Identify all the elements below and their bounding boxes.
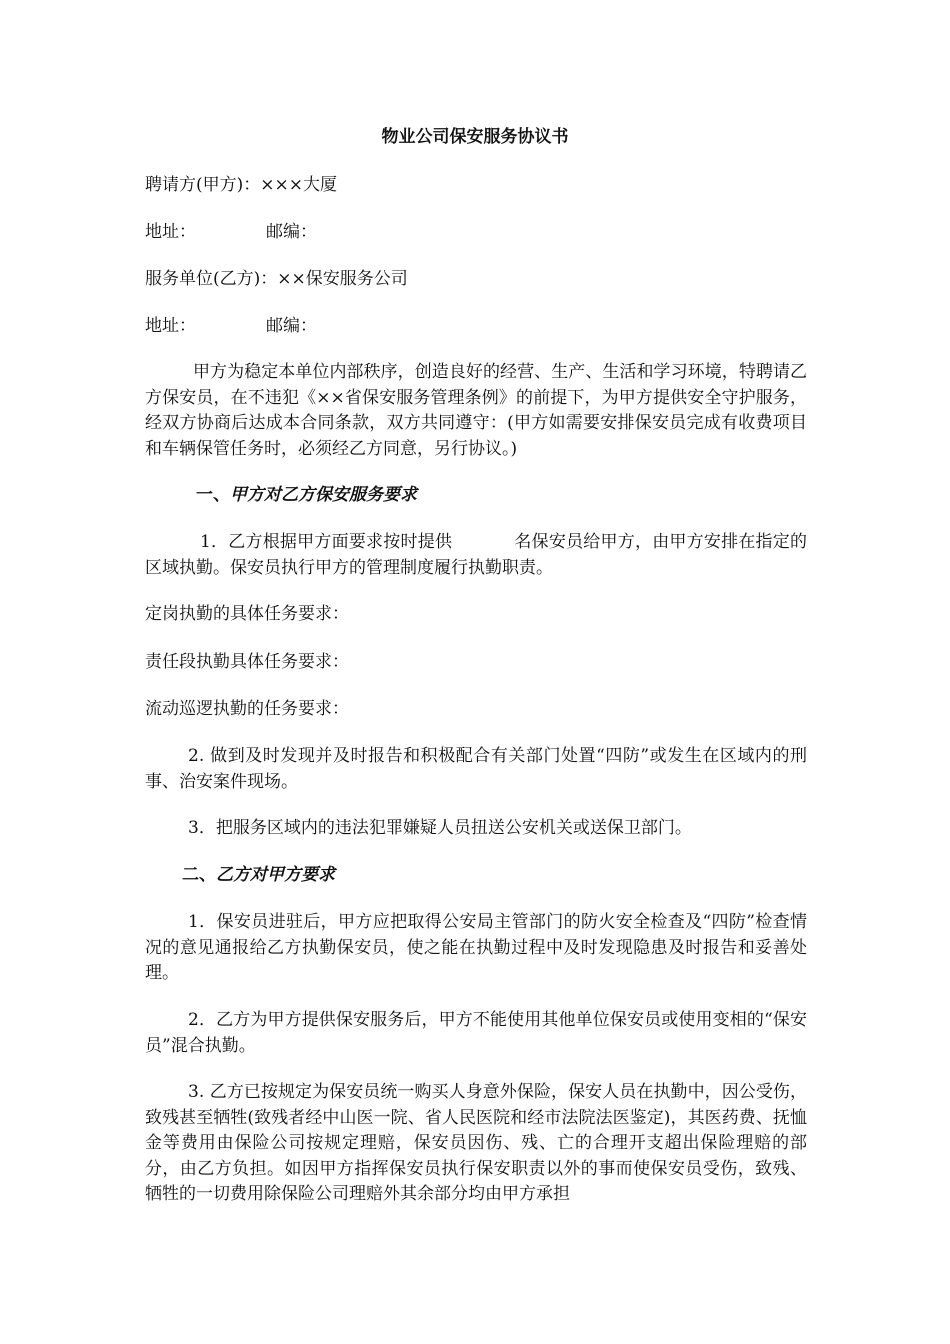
zone-duty-requirements: 责任段执勤具体任务要求： — [145, 652, 349, 672]
section1-number: 一、 — [196, 485, 230, 505]
section2-item1: 1．保安员进驻后，甲方应把取得公安局主管部门的防火安全检查及“四防”检查情况的意见通报给乙方执勤保安员，使之能在执勤过程中及时发现隐患及时报告和妥善处理。 — [145, 912, 807, 983]
section1-heading — [196, 483, 417, 507]
party-a-line: 聘请方(甲方)：×××大厦 — [145, 175, 337, 195]
section1-item3: 3．把服务区域内的违法犯罪嫌疑人员扭送公安机关或送保卫部门。 — [188, 818, 692, 838]
address-label: 地址： — [145, 316, 196, 336]
fixed-post-requirements: 定岗执勤的具体任务要求： — [145, 604, 349, 624]
postcode-label: 邮编： — [266, 222, 317, 242]
section1-item1 — [145, 530, 807, 581]
section1-title: 甲方对乙方保安服务要求 — [230, 485, 417, 505]
intro-paragraph: 甲方为稳定本单位内部秩序，创造良好的经营、生产、生活和学习环境，特聘请乙方保安员，在不违犯《××省保安服务管理条例》的前提下，为甲方提供安全守护服务，经双方协商后达成本合同条款，双方共同遵守：(甲方如需要安排保安员完成有收费项目和车辆保管任务时，必须经乙方同意，另行协议。) — [145, 362, 807, 459]
section1-item2: 2. 做到及时发现并及时报告和积极配合有关部门处置“四防”或发生在区域内的刑事、治安案件现场。 — [145, 746, 807, 792]
section2-heading — [182, 863, 335, 887]
section2-number: 二、 — [182, 865, 216, 885]
section2-item2: 2．乙方为甲方提供保安服务后，甲方不能使用其他单位保安员或使用变相的“保安员”混合执勤。 — [145, 1010, 807, 1056]
postcode-label: 邮编： — [266, 316, 317, 336]
patrol-requirements: 流动巡逻执勤的任务要求： — [145, 699, 349, 719]
address-label: 地址： — [145, 222, 196, 242]
party-b-line: 服务单位(乙方)：××保安服务公司 — [145, 269, 408, 289]
party-b-address-line — [145, 314, 807, 338]
section2-title: 乙方对甲方要求 — [216, 865, 335, 885]
document-title: 物业公司保安服务协议书 — [381, 127, 569, 147]
section2-item3: 3. 乙方已按规定为保安员统一购买人身意外保险，保安人员在执勤中，因公受伤，致残甚至牺牲(致残者经中山医一院、省人民医院和经市法院法医鉴定)，其医药费、抚恤金等费用由保险公司按规定理赔，保安员因伤、残、亡的合理开支超出保险理赔的部分，由乙方负担。如因甲方指挥保安员执行保安职责以外的事而使保安员受伤，致残、牺牲的一切费用除保险公司理赔外其余部分均由甲方承担 — [145, 1082, 807, 1204]
section1-item1-part-a: 1．乙方根据甲方面要求按时提供 — [200, 532, 453, 552]
section1-item1-part-b: 名保安员给甲方，由甲方安排在指定的区域执勤。保安员执行甲方的管理制度履行执勤职责。 — [145, 532, 807, 578]
party-a-address-line — [145, 220, 807, 244]
